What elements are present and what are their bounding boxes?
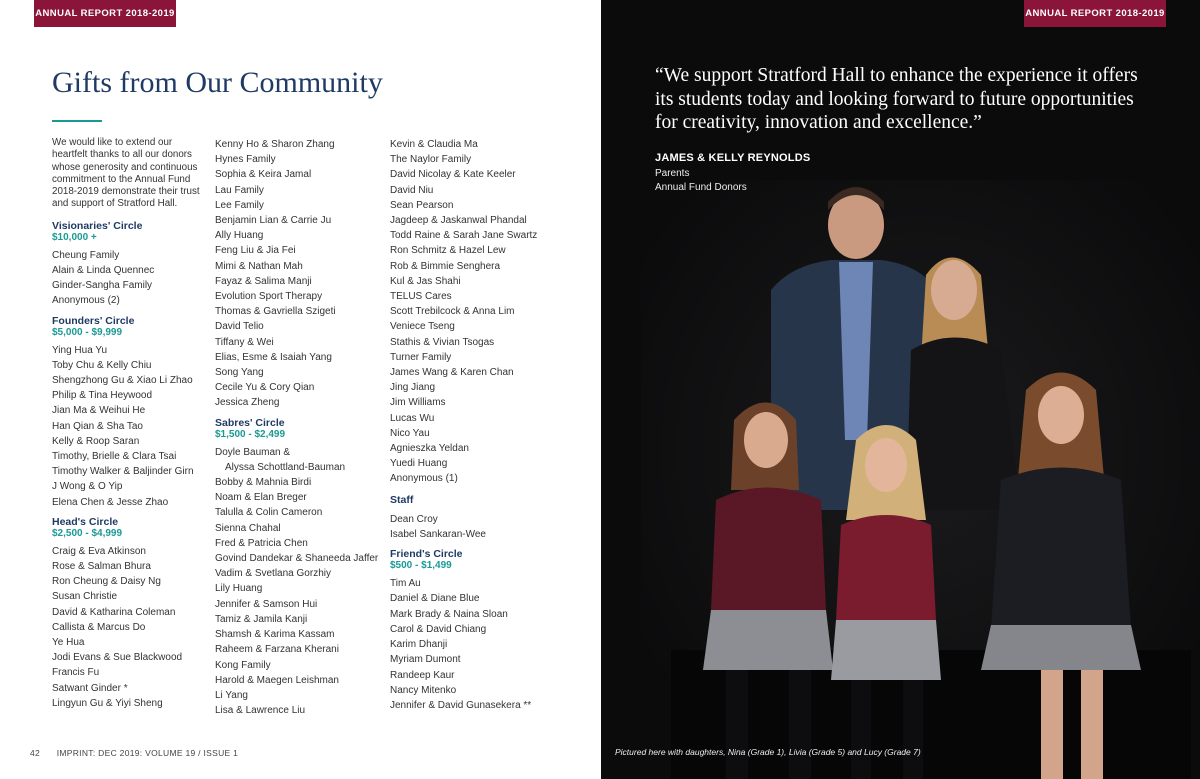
donor-name: Isabel Sankaran-Wee [390, 529, 486, 541]
donor-name: Jim Williams [390, 397, 446, 409]
donor-name: Harold & Maegen Leishman [215, 674, 339, 686]
donor-name: Lucas Wu [390, 412, 435, 424]
donor-name: Shengzhong Gu & Xiao Li Zhao [52, 375, 193, 386]
donor-name: Jodi Evans & Sue Blackwood [52, 652, 183, 664]
donor-name: Nico Yau [390, 427, 430, 439]
circle-name: Founders' Circle [52, 314, 135, 327]
annual-report-tab: ANNUAL REPORT 2018-2019 [34, 0, 176, 27]
circle-name: Friend's Circle [390, 548, 463, 561]
annual-report-tab: ANNUAL REPORT 2018-2019 [1024, 0, 1166, 27]
donor-name: Raheem & Farzana Kherani [215, 644, 339, 656]
donor-name: Veniece Tseng [390, 321, 455, 333]
donor-list [390, 137, 580, 487]
donor-name: Evolution Sport Therapy [215, 291, 323, 303]
title-divider [52, 120, 102, 122]
donor-name: Kevin & Claudia Ma [390, 139, 478, 150]
donor-name: Elena Chen & Jesse Zhao [52, 496, 169, 508]
donor-name: Sienna Chahal [215, 522, 281, 534]
page-footer [30, 748, 238, 758]
donor-name: Francis Fu [52, 667, 100, 679]
donor-name: Susan Christie [52, 591, 118, 603]
donor-name: Govind Dandekar & Shaneeda Jaffer [215, 553, 379, 565]
circle-name: Visionaries' Circle [52, 219, 143, 232]
donor-name: Alain & Linda Quennec [52, 264, 155, 276]
donor-name: Hynes Family [215, 154, 276, 166]
donor-name: Rob & Bimmie Senghera [390, 260, 501, 272]
donor-name: Yuedi Huang [390, 458, 448, 470]
donor-name: Nancy Mitenko [390, 684, 457, 696]
donor-name: Fred & Patricia Chen [215, 537, 308, 549]
donor-name: Dean Croy [390, 513, 438, 525]
donor-name: Ying Hua Yu [52, 344, 108, 356]
quote-attribution-name: JAMES & KELLY REYNOLDS [655, 152, 811, 164]
donor-name: Kelly & Roop Saran [52, 435, 140, 447]
donor-name: Lau Family [215, 184, 264, 196]
donor-name: Lingyun Gu & Yiyi Sheng [52, 697, 163, 709]
donor-name: Fayaz & Salima Manji [215, 275, 312, 287]
donor-column-2 [215, 137, 380, 718]
donor-name: Philip & Tina Heywood [52, 390, 153, 402]
donor-name: David Niu [390, 184, 434, 196]
donor-name: J Wong & O Yip [52, 481, 123, 493]
circle-amount: $500 - $1,499 [390, 560, 452, 572]
donor-name: David & Katharina Coleman [52, 606, 176, 618]
donor-name: Ally Huang [215, 230, 264, 242]
donor-name: Craig & Eva Atkinson [52, 545, 146, 557]
donor-name: Vadim & Svetlana Gorzhiy [215, 568, 331, 580]
donor-name: Tim Au [390, 578, 421, 590]
right-page [601, 0, 1200, 779]
donor-name: Doyle Bauman & [215, 446, 291, 458]
donor-name: Mark Brady & Naina Sloan [390, 608, 508, 620]
donor-name: Jennifer & David Gunasekera ** [390, 699, 532, 711]
quote-attribution-role: Parents [655, 168, 690, 179]
donor-name: Thomas & Gavriella Szigeti [215, 306, 336, 318]
donor-name: Jennifer & Samson Hui [215, 598, 318, 610]
donor-name: Myriam Dumont [390, 654, 461, 666]
donor-name: Carol & David Chiang [390, 623, 487, 635]
circle-name: Sabres' Circle [215, 416, 285, 429]
donor-name: Ron Cheung & Daisy Ng [52, 576, 161, 588]
donor-name: Tiffany & Wei [215, 336, 274, 348]
donor-name: Scott Trebilcock & Anna Lim [390, 306, 515, 318]
donor-name: Timothy, Brielle & Clara Tsai [52, 451, 177, 463]
donor-name: Todd Raine & Sarah Jane Swartz [390, 230, 538, 242]
donor-name: TELUS Cares [390, 291, 452, 303]
circle-amount: $2,500 - $4,999 [52, 527, 123, 539]
donor-name: Feng Liu & Jia Fei [215, 245, 296, 257]
donor-name: Satwant Ginder * [52, 682, 128, 694]
donor-name: Sophia & Keira Jamal [215, 169, 312, 181]
donor-name: Toby Chu & Kelly Chiu [52, 359, 152, 371]
donor-list [215, 137, 380, 411]
donor-column-1 [52, 137, 202, 711]
donor-name: Kul & Jas Shahi [390, 275, 461, 287]
donor-name: Rose & Salman Bhura [52, 561, 151, 573]
donor-name: Li Yang [215, 689, 248, 701]
staff-heading: Staff [390, 493, 414, 506]
photo-caption: Pictured here with daughters, Nina (Grade 1), Livia (Grade 5) and Lucy (Grade 7) [615, 747, 921, 757]
donor-column-3 [390, 137, 580, 713]
donor-name: Jessica Zheng [215, 397, 280, 409]
donor-name: Ron Schmitz & Hazel Lew [390, 245, 506, 257]
donor-name: David Telio [215, 321, 264, 333]
donor-name: Mimi & Nathan Mah [215, 260, 303, 272]
circle-amount: $5,000 - $9,999 [52, 326, 123, 338]
donor-name: Randeep Kaur [390, 669, 455, 681]
family-photo [641, 180, 1200, 779]
donor-name: Turner Family [390, 351, 452, 363]
donor-name: Jian Ma & Weihui He [52, 405, 146, 417]
donor-name: Tamiz & Jamila Kanji [215, 613, 308, 625]
donor-name: Benjamin Lian & Carrie Ju [215, 215, 332, 227]
donor-name: Bobby & Mahnia Birdi [215, 477, 312, 489]
donor-list [52, 343, 202, 510]
donor-name: Callista & Marcus Do [52, 621, 146, 633]
donor-name: The Naylor Family [390, 154, 472, 166]
donor-name: David Nicolay & Kate Keeler [390, 169, 516, 181]
circle-name: Head's Circle [52, 515, 119, 528]
donor-list [215, 445, 380, 719]
donor-name: Cheung Family [52, 249, 120, 261]
donor-name: Lee Family [215, 199, 264, 211]
staff-list [390, 512, 580, 542]
donor-name: Daniel & Diane Blue [390, 593, 480, 605]
donor-name: Noam & Elan Breger [215, 492, 307, 504]
donor-name: Kong Family [215, 659, 271, 671]
donor-name: Anonymous (1) [390, 473, 458, 485]
donor-name: Ye Hua [52, 637, 85, 649]
donor-list [52, 544, 202, 711]
page-title: Gifts from Our Community [52, 66, 383, 99]
donor-list [390, 576, 580, 713]
donor-name: Anonymous (2) [52, 295, 120, 307]
donor-name: Kenny Ho & Sharon Zhang [215, 139, 335, 150]
donor-name: Timothy Walker & Baljinder Girn [52, 466, 194, 478]
donor-list [52, 248, 202, 309]
intro-text: We would like to extend our heartfelt thanks to all our donors whose generosity and continuous commitment to the Annual Fund 2018-2019 demonstrate their trust and support of Stratford Hall. [52, 137, 200, 210]
quote-attribution-role: Annual Fund Donors [655, 182, 747, 193]
donor-name: Elias, Esme & Isaiah Yang [215, 351, 332, 363]
donor-name: Jing Jiang [390, 382, 436, 394]
donor-name: Alyssa Schottland-Bauman [225, 461, 346, 473]
issue-info: IMPRINT: DEC 2019: VOLUME 19 / ISSUE 1 [56, 748, 239, 758]
donor-name: Lily Huang [215, 583, 263, 595]
page-number: 42 [30, 748, 41, 758]
donor-name: Han Qian & Sha Tao [52, 420, 143, 432]
donor-name: Talulla & Colin Cameron [215, 507, 323, 519]
donor-name: Jagdeep & Jaskanwal Phandal [390, 215, 527, 227]
donor-name: Sean Pearson [390, 199, 454, 211]
circle-amount: $1,500 - $2,499 [215, 428, 286, 440]
donor-name: Cecile Yu & Cory Qian [215, 382, 315, 394]
donor-name: Stathis & Vivian Tsogas [390, 336, 495, 348]
circle-amount: $10,000 + [52, 231, 97, 243]
donor-name: Shamsh & Karima Kassam [215, 629, 335, 641]
donor-name: Karim Dhanji [390, 639, 448, 651]
donor-name: Lisa & Lawrence Liu [215, 705, 306, 717]
donor-quote: “We support Stratford Hall to enhance the experience it offers its students today and looking forward to future opportunities for creativity, innovation and excellence.” [655, 65, 1138, 133]
donor-name: James Wang & Karen Chan [390, 367, 514, 379]
donor-name: Agnieszka Yeldan [390, 443, 469, 455]
donor-name: Song Yang [215, 367, 264, 379]
donor-name: Ginder-Sangha Family [52, 280, 153, 292]
